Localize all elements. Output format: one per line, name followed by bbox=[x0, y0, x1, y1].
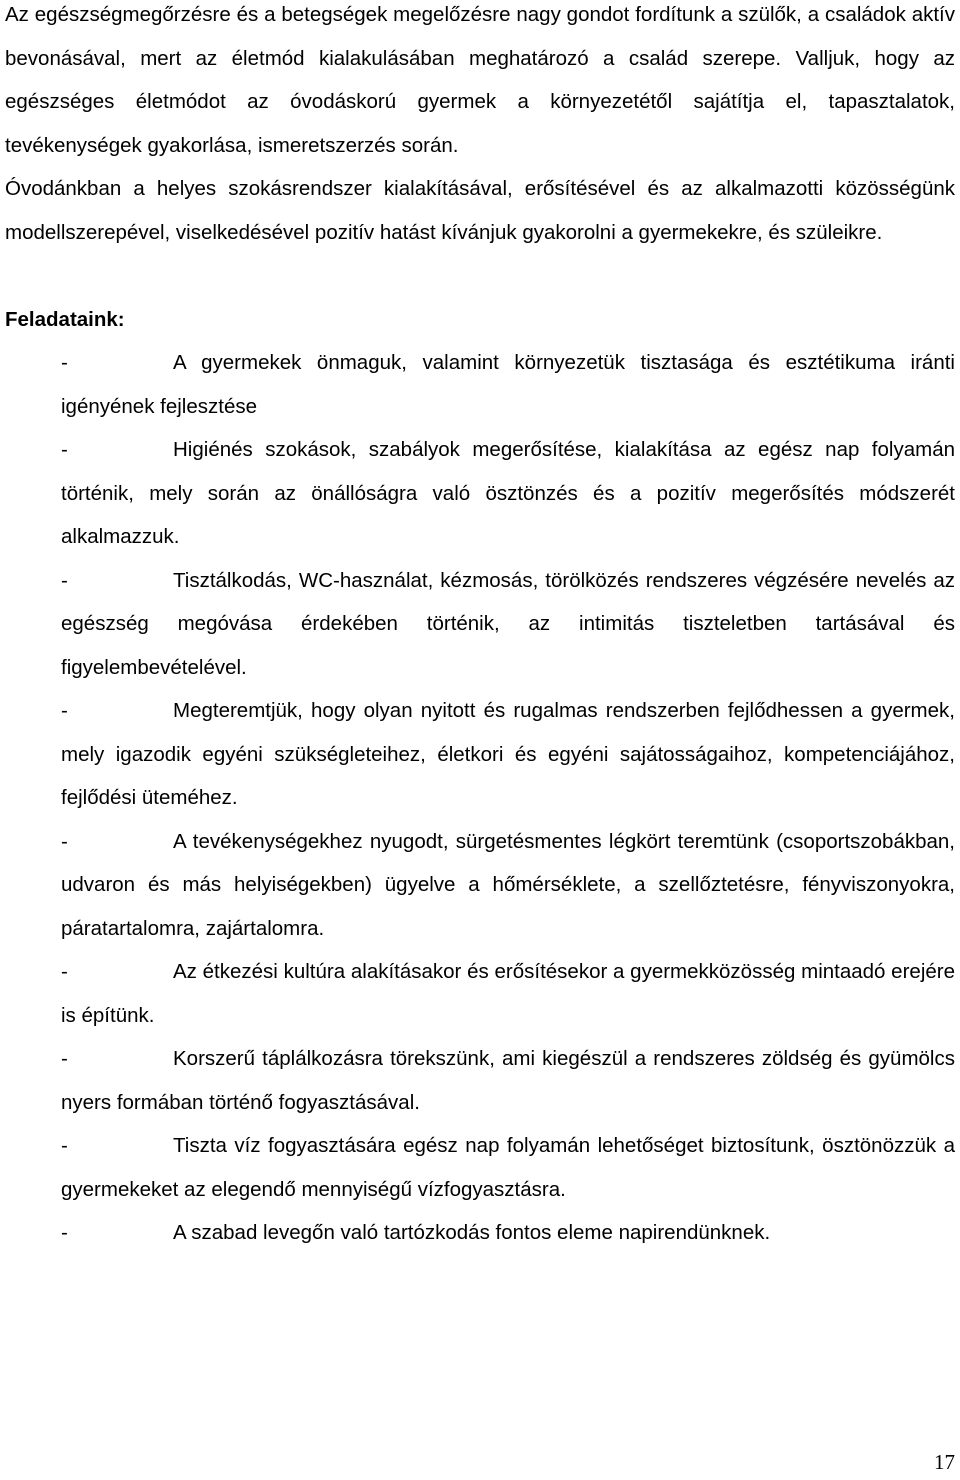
list-item-text: Megteremtjük, hogy olyan nyitott és rugalmas rendszerben fejlődhessen a gyermek, mely igazodik egyéni szükségleteihez, életkori és egyéni sajátosságaihoz, kompetenciájához, fejlődési üteméhez. bbox=[61, 699, 955, 809]
page-number: 17 bbox=[934, 1450, 955, 1474]
list-bullet: - bbox=[61, 568, 68, 592]
list-item bbox=[61, 428, 955, 559]
list-bullet: - bbox=[61, 351, 68, 374]
list-bullet: - bbox=[61, 1221, 68, 1244]
list-item-text: Az étkezési kultúra alakításakor és erősítésekor a gyermekközösség mintaadó erejére is építünk. bbox=[61, 960, 955, 1027]
list-item-text: Korszerű táplálkozásra törekszünk, ami kiegészül a rendszeres zöldség és gyümölcs nyers formában történő fogyasztásával. bbox=[61, 1047, 955, 1114]
list-item-text: A gyermekek önmaguk, valamint környezetük tisztasága és esztétikuma iránti igényének fejlesztése bbox=[61, 351, 955, 418]
list-bullet: - bbox=[61, 1134, 68, 1157]
list-item bbox=[61, 559, 955, 690]
list-item-text: A tevékenységekhez nyugodt, sürgetésmentes légkört teremtünk (csoportszobákban, udvaron és más helyiségekben) ügyelve a hőmérséklete, a szellőztetésre, fényviszonyokra, páratartalomra, zajártalomra. bbox=[61, 829, 955, 940]
list-item bbox=[61, 820, 955, 951]
list-item bbox=[61, 1211, 955, 1255]
list-bullet: - bbox=[61, 438, 68, 461]
list-item bbox=[61, 1037, 955, 1124]
list-bullet: - bbox=[61, 829, 68, 853]
list-item-text: A szabad levegőn való tartózkodás fontos eleme napirendünknek. bbox=[173, 1221, 771, 1244]
list-item bbox=[61, 341, 955, 428]
list-item bbox=[61, 1124, 955, 1211]
intro-paragraph: Az egészségmegőrzésre és a betegségek megelőzésre nagy gondot fordítunk a szülők, a családok aktív bevonásával, mert az életmód kialakulásában meghatározó a család szerepe. Valljuk, hogy az egészséges életmódot az óvodáskorú gyermek a környezetétől sajátítja el, tapasztalatok, tevékenységek gyakorlása, ismeretszerzés során. bbox=[5, 3, 955, 157]
section-heading: Feladataink: bbox=[5, 307, 125, 331]
task-list bbox=[5, 341, 955, 1255]
list-item bbox=[61, 689, 955, 820]
list-bullet: - bbox=[61, 960, 68, 983]
list-item-text: Tiszta víz fogyasztására egész nap folyamán lehetőséget biztosítunk, ösztönözzük a gyermekeket az elegendő mennyiségű vízfogyasztásra. bbox=[61, 1134, 955, 1201]
list-item bbox=[61, 950, 955, 1037]
list-item-text: Higiénés szokások, szabályok megerősítése, kialakítása az egész nap folyamán történik, mely során az önállóságra való ösztönzés és a pozitív megerősítés módszerét alkalmazzuk. bbox=[61, 438, 955, 548]
intro-paragraph: Óvodánkban a helyes szokásrendszer kialakításával, erősítésével és az alkalmazotti közösségünk modellszerepével, viselkedésével pozitív hatást kívánjuk gyakorolni a gyermekekre, és szüleikre. bbox=[5, 177, 955, 244]
document-page bbox=[5, 0, 955, 1255]
list-bullet: - bbox=[61, 699, 68, 722]
list-bullet: - bbox=[61, 1047, 68, 1070]
list-item-text: Tisztálkodás, WC-használat, kézmosás, törölközés rendszeres végzésére nevelés az egészség megóvása érdekében történik, az intimitás tiszteletben tartásával és figyelembevételével. bbox=[61, 568, 955, 679]
